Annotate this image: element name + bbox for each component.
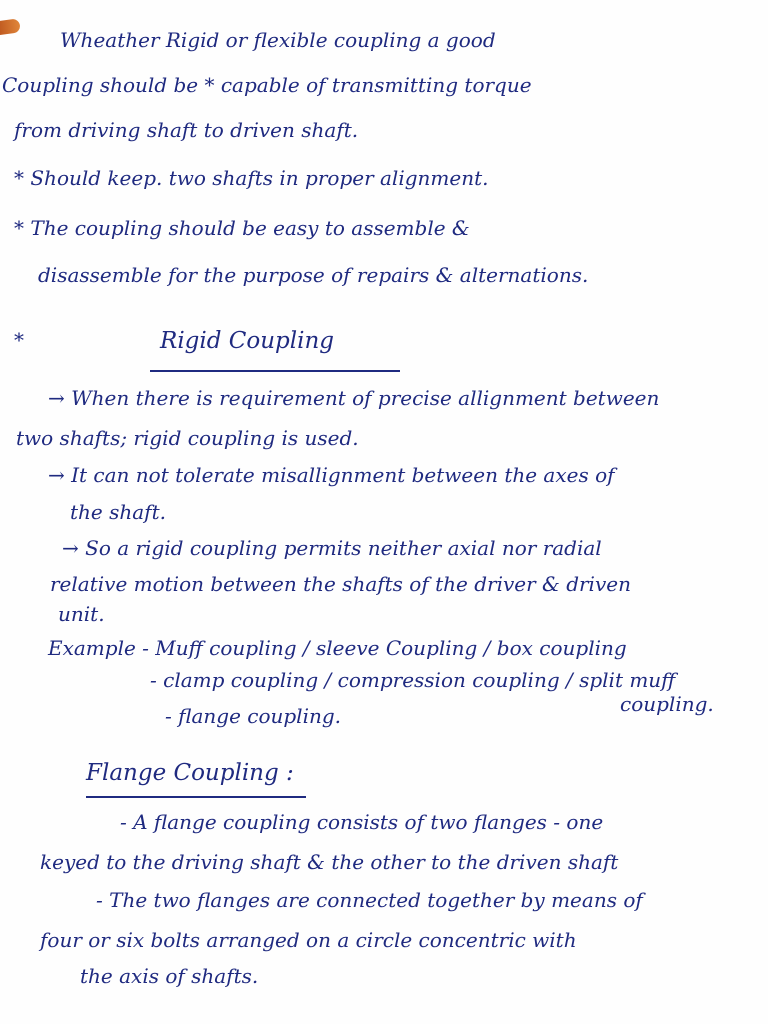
text-line: relative motion between the shafts of the driver & driven: [50, 572, 631, 596]
text-line: two shafts; rigid coupling is used.: [16, 426, 359, 450]
heading-underline: [150, 370, 400, 372]
text-line: - A flange coupling consists of two flanges - one: [120, 810, 604, 834]
text-line: Wheather Rigid or flexible coupling a good: [60, 28, 496, 52]
text-line: disassemble for the purpose of repairs & alternations.: [38, 263, 589, 287]
text-line: unit.: [58, 602, 105, 626]
text-line: the shaft.: [70, 500, 166, 524]
heading-rigid-coupling: Rigid Coupling: [160, 328, 335, 354]
text-line: - The two flanges are connected together by means of: [96, 888, 643, 912]
text-line: → When there is requirement of precise allignment between: [48, 386, 660, 410]
text-line: Coupling should be * capable of transmitting torque: [2, 73, 532, 97]
text-line: the axis of shafts.: [80, 964, 259, 988]
text-line: - flange coupling.: [165, 704, 342, 728]
text-line: coupling.: [620, 692, 714, 716]
text-line: * Should keep. two shafts in proper alignment.: [14, 166, 489, 190]
heading-flange-coupling: Flange Coupling :: [86, 760, 294, 786]
pencil-tip-icon: [0, 18, 21, 35]
heading-underline: [86, 796, 306, 798]
text-line: - clamp coupling / compression coupling / split muff: [150, 668, 676, 692]
text-line: * The coupling should be easy to assemble &: [14, 216, 470, 240]
bullet-star: *: [14, 328, 24, 352]
text-line: Example - Muff coupling / sleeve Coupling / box coupling: [48, 636, 627, 660]
text-line: keyed to the driving shaft & the other to the driven shaft: [40, 850, 619, 874]
text-line: → It can not tolerate misallignment between the axes of: [48, 463, 615, 487]
text-line: → So a rigid coupling permits neither axial nor radial: [62, 536, 602, 560]
text-line: from driving shaft to driven shaft.: [14, 118, 359, 142]
text-line: four or six bolts arranged on a circle concentric with: [40, 928, 577, 952]
